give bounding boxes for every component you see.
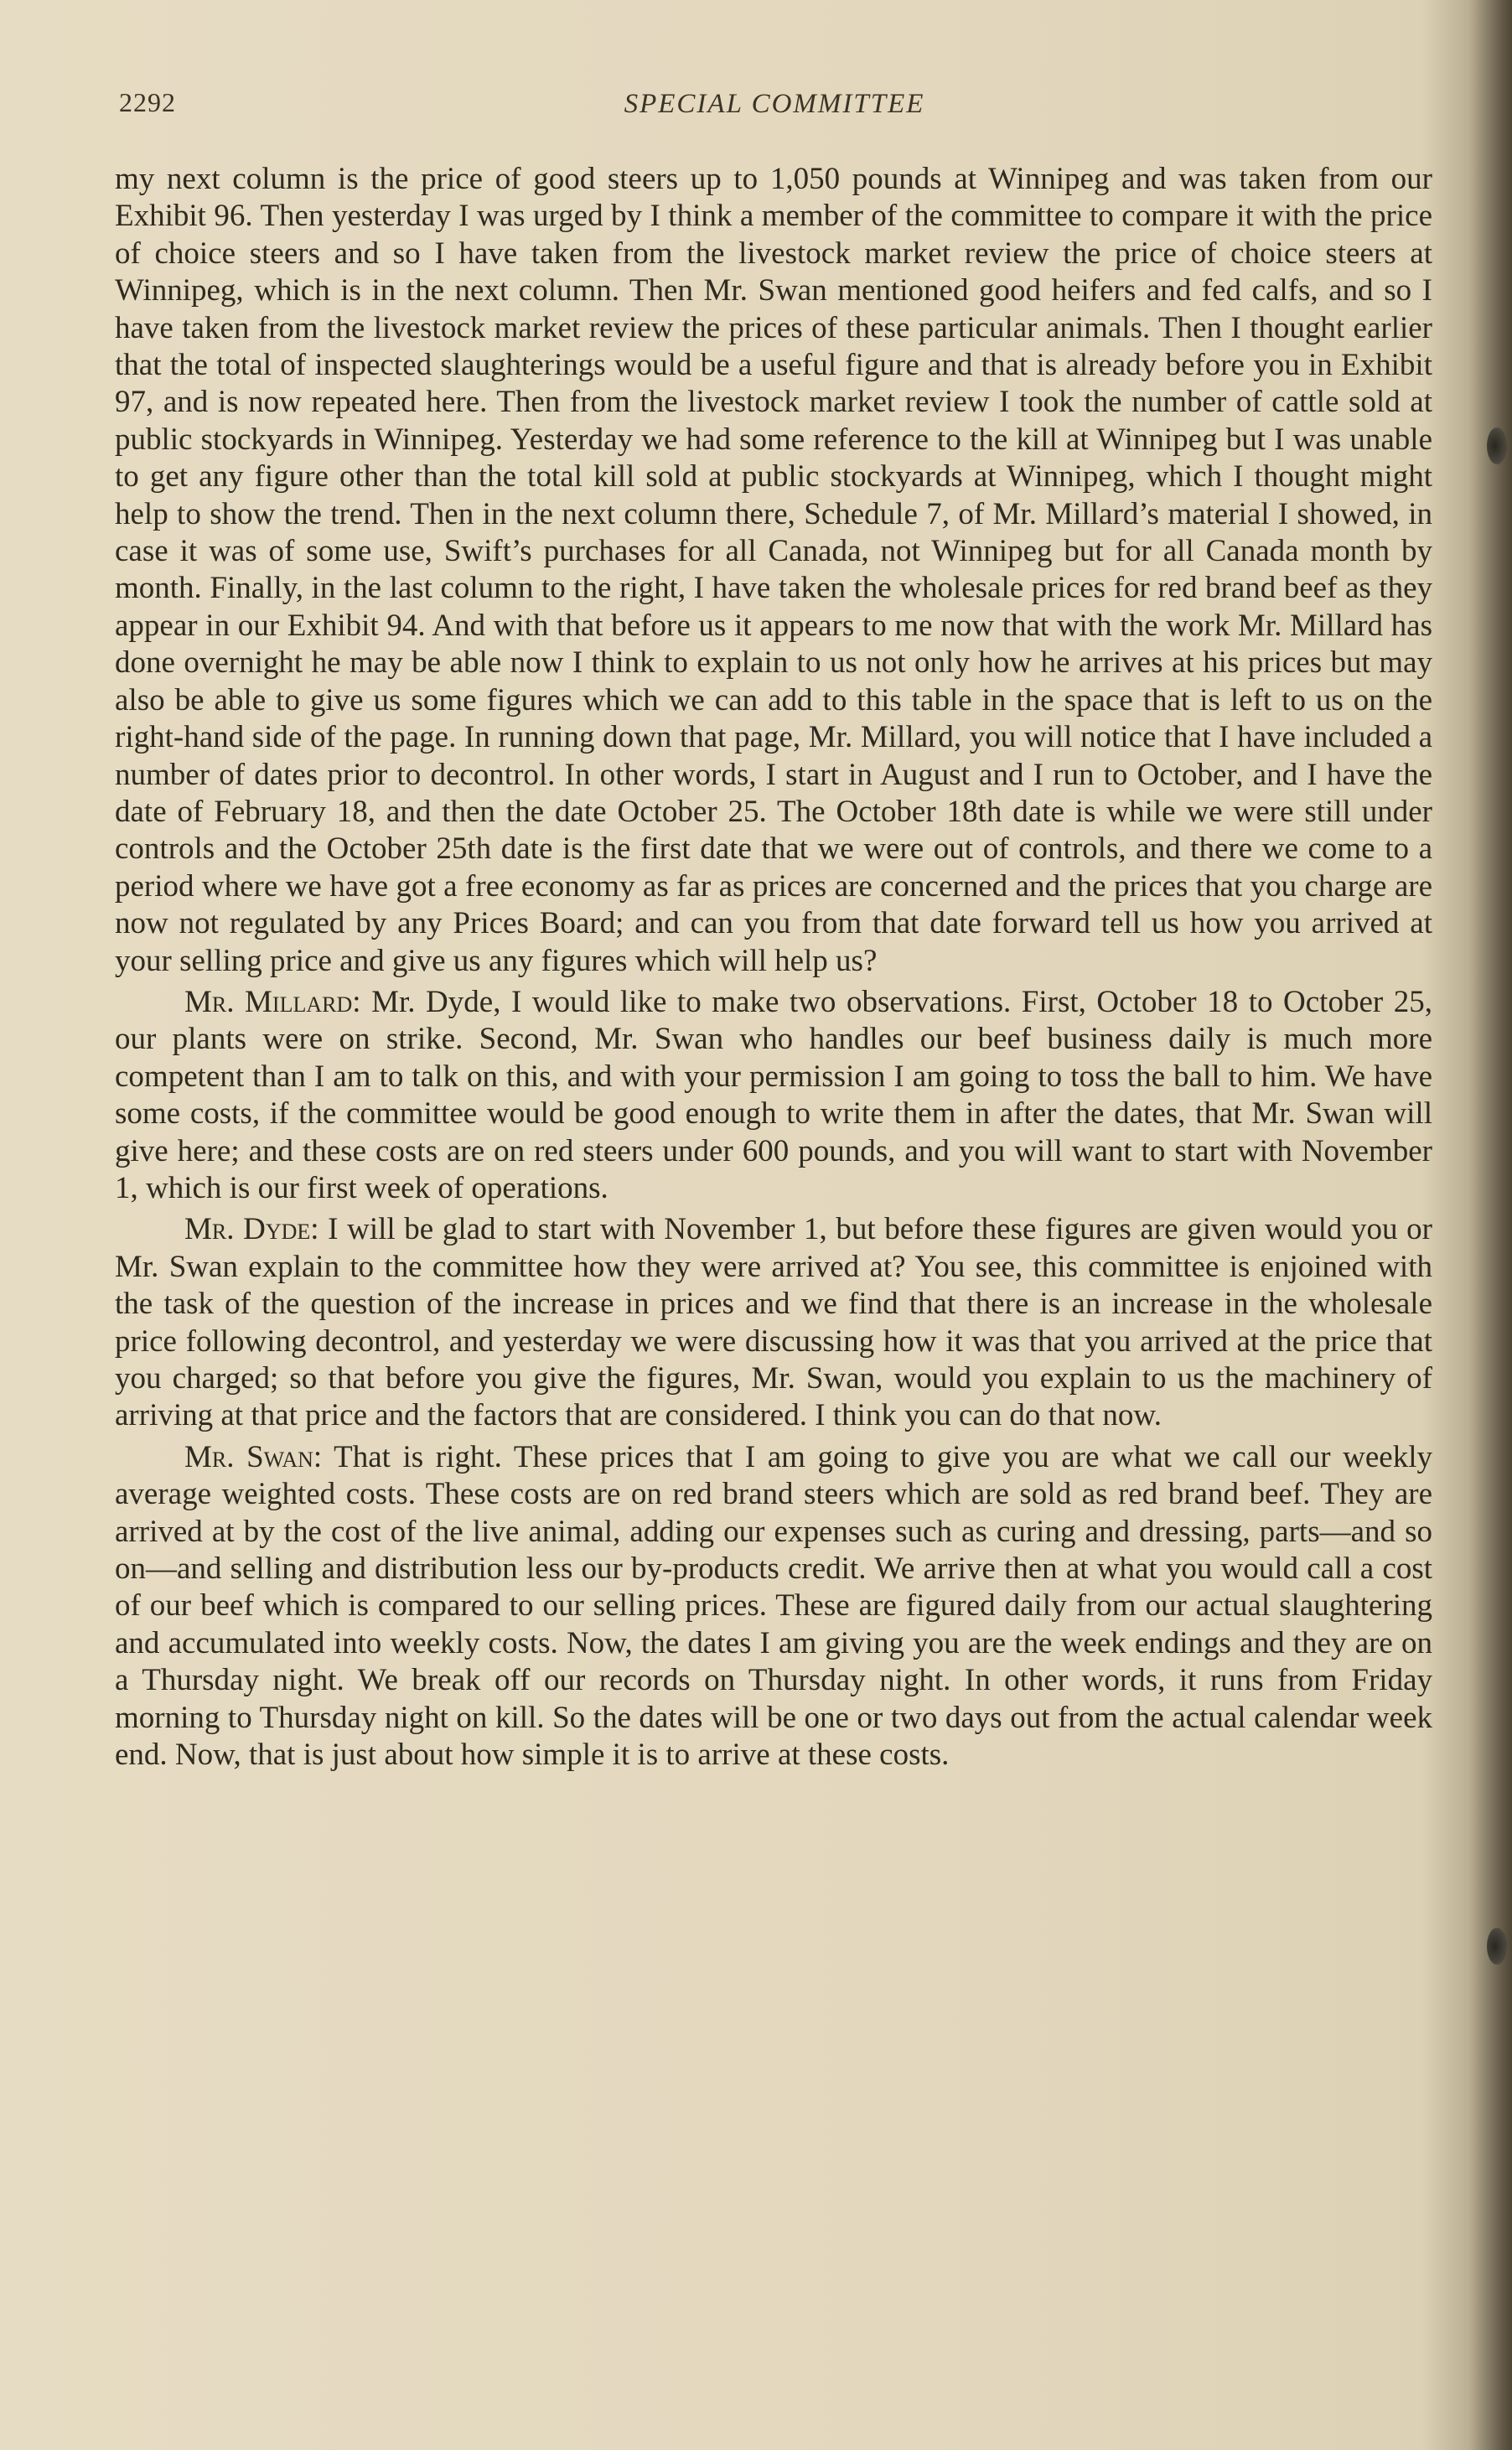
running-title: SPECIAL COMMITTEE — [624, 89, 925, 119]
paragraph-text: That is right. These prices that I am going to give you are what we call our weekly average weighted costs. These costs are on red brand steers which are sold as red brand beef. They are arrived at by the cost of the live animal, adding our expenses such as curing and dressing, parts—and so on—and selling and distribution less our by-products credit. We arrive then at what you would call a cost of our beef which is compared to our selling prices. These are figured daily from our actual slaughtering and accumulated into weekly costs. Now, the dates I am giving you are the week endings and they are on a Thursday night. We break off our records on Thursday night. In other words, it runs from Friday morning to Thursday night on kill. So the dates will be one or two days out from the actual calendar week end. Now, that is just about how simple it is to arrive at these costs. — [115, 1439, 1433, 1773]
paragraph-text: I will be glad to start with November 1, but before these figures are given would you or Mr. Swan explain to the committee how they were arrived at? You see, this committee is enjoined with the task of the question of the increase in prices and we find that there is an increase in the wholesale price following decontrol, and yesterday we were discussing how it was that you arrived at the price that you charged; so that before you give the figures, Mr. Swan, would you explain to us the machinery of arriving at that price and the factors that are considered. I think you can do that now. — [115, 1212, 1432, 1433]
binding-hole — [1487, 1928, 1507, 1965]
speaker-name: Mr. Millard: — [184, 984, 361, 1019]
paragraph — [115, 1439, 1432, 1774]
paragraph — [115, 984, 1432, 1207]
page-number: 2292 — [119, 87, 176, 117]
paragraph-text: my next column is the price of good steers up to 1,050 pounds at Winnipeg and was taken from our Exhibit 96. Then yesterday I was urged by I think a member of the committee to compare it with the price of choice steers and so I have taken from the livestock market review the price of choice steers at Winnipeg, which is in the next column. Then Mr. Swan mentioned good heifers and fed calfs, and so I have taken from the livestock market review the prices of these particular animals. Then I thought earlier that the total of inspected slaughterings would be a useful figure and that is already before you in Exhibit 97, and is now repeated here. Then from the livestock market review I took the number of cattle sold at public stockyards in Winnipeg. Yesterday we had some reference to the kill at Winnipeg but I was unable to get any figure other than the total kill sold at public stockyards at Winnipeg, which I thought might help to show the trend. Then in the next column there, Schedule 7, of Mr. Millard’s material I showed, in case it was of some use, Swift’s purchases for all Canada, not Winnipeg but for all Canada month by month. Finally, in the last column to the right, I have taken the wholesale prices for red brand beef as they appear in our Exhibit 94. And with that before us it appears to me now that with the work Mr. Millard has done overnight he may be able now I think to explain to us not only how he arrives at his prices but may also be able to give us some figures which we can add to this table in the space that is left to us on the right-hand side of the page. In running down that page, Mr. Millard, you will notice that I have included a number of dates prior to decontrol. In other words, I start in August and I run to October, and I have the date of February 18, and then the date October 25. The October 18th date is while we were still under controls and the October 25th date is the first date that we were out of controls, and there we come to a period where we have got a free economy as far as prices are concerned and the prices that you charge are now not regulated by any Prices Board; and can you from that date forward tell us how you arrived at your selling price and give us any figures which will help us? — [115, 162, 1432, 978]
speaker-name: Mr. Swan: — [184, 1439, 323, 1474]
binding-hole — [1487, 427, 1507, 464]
paragraph — [115, 161, 1432, 980]
running-head — [116, 87, 1433, 129]
transcript-body — [115, 161, 1432, 1774]
paragraph — [115, 1211, 1432, 1434]
speaker-name: Mr. Dyde: — [184, 1212, 319, 1247]
binding-shadow — [1468, 0, 1512, 2450]
paragraph-text: Mr. Dyde, I would like to make two observations. First, October 18 to October 25, our plants were on strike. Second, Mr. Swan who handles our beef business daily is much more competent than I am to talk on this, and with your permission I am going to toss the ball to him. We have some costs, if the committee would be good enough to write them in after the dates, that Mr. Swan will give here; and these costs are on red steers under 600 pounds, and you will want to start with November 1, which is our first week of operations. — [115, 984, 1432, 1205]
